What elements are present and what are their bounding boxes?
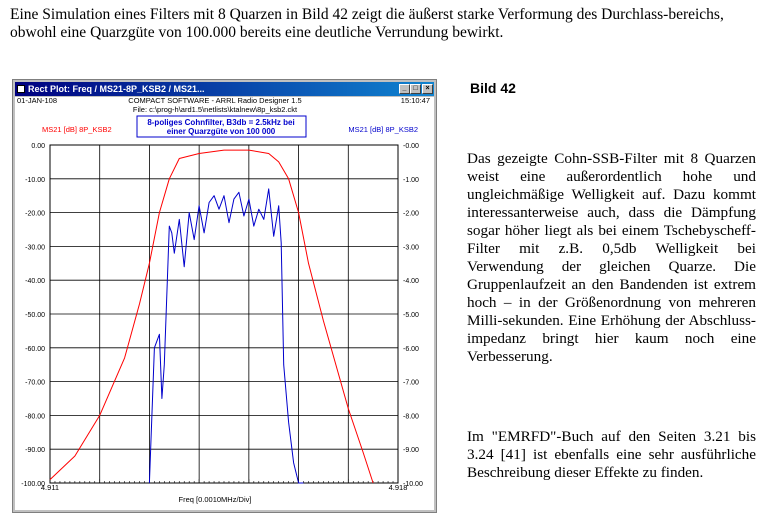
x-tick-end: 4.918 <box>388 483 408 492</box>
close-button[interactable]: × <box>422 84 433 94</box>
series-line-left-axis <box>50 150 373 483</box>
y-tick-right: -7.00 <box>403 379 419 387</box>
body-paragraph-1: Das gezeigte Cohn-SSB-Filter mit 8 Quarzen weist eine außerordentlich hohe und ungleichmäßige Welligkeit auf. Dazu kommt interessanterweise auch, dass die Dämpfung sogar höher liegt als bei einem Tschebyscheff-Filter mit z.B. 0,5db Welligkeit bei Verwendung der gleichen Quarze. Die Gruppenlaufzeit an den Bandenden ist extrem hoch – in der Größenordnung von mehreren Milli-sekunden. Eine Erhöhung der Abschluss-impedanz bringt hier kaum noch eine Verbesserung. <box>467 150 756 365</box>
y-tick-right: -3.00 <box>403 244 419 252</box>
figure-title: Bild 42 <box>470 80 516 96</box>
y-tick-left: -10.00 <box>25 176 45 184</box>
y-tick-left: -40.00 <box>25 278 45 286</box>
annotation-line-2: einer Quarzgüte von 100 000 <box>166 127 276 136</box>
y-tick-left: -70.00 <box>25 379 45 387</box>
y-tick-left: -30.00 <box>25 244 45 252</box>
app-icon <box>17 85 25 93</box>
series-line-right-axis <box>149 189 303 483</box>
intro-paragraph: Eine Simulation eines Filters mit 8 Quarzen in Bild 42 zeigt die äußerst starke Verformung des Durchlass-bereichs, obwohl eine Quarzgüte von 100.000 bereits eine deutliche Verrundung bewirkt. <box>10 6 724 41</box>
y-tick-right: -4.00 <box>403 278 419 286</box>
plot-area <box>15 97 434 510</box>
y-tick-right: -5.00 <box>403 312 419 319</box>
left-y-axis-ticks <box>21 143 45 488</box>
header-software: COMPACT SOFTWARE - ARRL Radio Designer 1.5 <box>128 97 302 105</box>
y-tick-right: -1.00 <box>403 176 419 184</box>
maximize-button[interactable]: □ <box>410 84 421 94</box>
window-titlebar[interactable] <box>15 82 434 96</box>
y-tick-right: -6.00 <box>403 345 419 353</box>
left-series-label: MS21 [dB] 8P_KSB2 <box>42 125 112 134</box>
filter-response-chart <box>15 97 434 510</box>
y-tick-left: -50.00 <box>25 312 45 319</box>
header-time: 15:10:47 <box>400 97 430 105</box>
y-tick-right: -10.00 <box>403 481 423 488</box>
header-file: File: c:\prog-h\ard1.5\netlists\ktalnew\8p_ksb2.ckt <box>132 105 298 114</box>
x-tick-start: 4.911 <box>40 483 60 492</box>
right-y-axis-ticks <box>403 143 423 488</box>
y-tick-right: -9.00 <box>403 447 419 455</box>
series-lines <box>50 150 373 483</box>
y-tick-left: -90.00 <box>25 447 45 455</box>
x-axis-label: Freq [0.0010MHz/Div] <box>178 495 252 504</box>
y-tick-left: 0.00 <box>31 143 45 150</box>
header-date: 01-JAN-108 <box>17 97 58 105</box>
y-tick-left: -100.00 <box>21 481 45 488</box>
y-tick-left: -80.00 <box>25 413 45 421</box>
window-title: Rect Plot: Freq / MS21-8P_KSB2 / MS21... <box>28 84 205 94</box>
body-paragraph-2: Im "EMRFD"-Buch auf den Seiten 3.21 bis 3.24 [41] ist ebenfalls eine sehr ausführliche Beschreibung dieser Effekte zu finden. <box>467 428 756 481</box>
y-tick-right: -0.00 <box>403 143 419 150</box>
plot-window <box>12 79 437 513</box>
y-tick-right: -2.00 <box>403 210 419 218</box>
y-tick-left: -20.00 <box>25 210 45 218</box>
y-tick-left: -60.00 <box>25 345 45 353</box>
annotation-line-1: 8-poliges Cohnfilter, B3db = 2.5kHz bei <box>147 118 295 127</box>
y-tick-right: -8.00 <box>403 413 419 421</box>
right-series-label: MS21 [dB] 8P_KSB2 <box>348 125 418 134</box>
minimize-button[interactable]: _ <box>399 84 410 94</box>
